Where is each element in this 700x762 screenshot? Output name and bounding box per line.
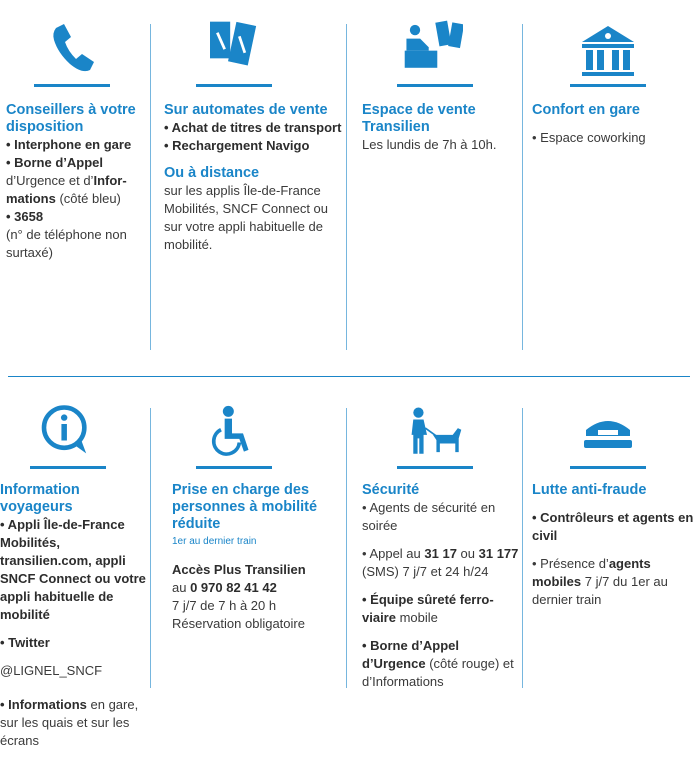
- remote-text: sur les applis Île-de-France Mobilités, SNCF Connect ou sur votre appli habituelle de mobilité.: [164, 183, 329, 252]
- securite-title: Sécurité: [362, 482, 420, 498]
- item-bold: • Appli Île-de-France Mobilités, transilien.com, appli SNCF Connect ou votre appli habituelle de mobilité: [0, 517, 146, 622]
- mobilite-cell: [172, 482, 344, 633]
- item-text: d’Urgence et d’: [6, 173, 94, 188]
- column-divider: [522, 24, 523, 350]
- column-divider: [346, 408, 347, 688]
- item-bold: Infor-mations: [6, 173, 127, 206]
- item-text: Réservation obligatoire: [172, 616, 305, 631]
- item-bold: • Twitter: [0, 635, 50, 650]
- item-bullet: •: [6, 137, 15, 152]
- building-icon: [578, 22, 638, 77]
- wheelchair-icon: [202, 404, 262, 459]
- phone-number: 31 17: [424, 546, 457, 561]
- item-text: (côté rouge) et d’Informations: [362, 656, 514, 689]
- espace-vente-cell: [362, 102, 520, 154]
- item-bold: Accès Plus Transilien: [172, 562, 306, 577]
- confort-title: Confort en gare: [532, 102, 640, 118]
- item-text: en gare, sur les quais et sur les écrans: [0, 697, 139, 748]
- item-bold: • Borne d’Appel d’Urgence: [362, 638, 459, 671]
- icon-underline: [570, 84, 646, 87]
- row-divider: [8, 376, 690, 377]
- item-bold: • Contrôleurs et agents en civil: [532, 510, 694, 543]
- icon-underline: [196, 84, 272, 87]
- icon-underline: [397, 84, 473, 87]
- item-bold: 3658: [14, 209, 44, 224]
- phone-number: 31 177: [478, 546, 519, 561]
- info-bubble-icon: [36, 402, 96, 457]
- conseillers-cell: [6, 102, 148, 262]
- phone-icon: [42, 22, 102, 77]
- twitter-handle: @LIGNEL_SNCF: [0, 663, 103, 678]
- item-text: • Appel au: [362, 546, 425, 561]
- icon-underline: [34, 84, 110, 87]
- item-bold: Interphone en gare: [14, 137, 132, 152]
- column-divider: [522, 408, 523, 688]
- icon-underline: [570, 466, 646, 469]
- information-title: Information voyageurs: [0, 482, 80, 515]
- icon-underline: [397, 466, 473, 469]
- item-bold: Borne d’Appel: [14, 155, 104, 170]
- securite-cell: [362, 482, 520, 691]
- column-divider: [150, 408, 151, 688]
- item-bold: • Rechargement Navigo: [164, 138, 310, 153]
- conseillers-title: Conseillers à votre disposition: [6, 102, 136, 135]
- security-agent-dog-icon: [403, 404, 463, 459]
- ticket-counter-icon: [403, 18, 463, 73]
- item-bullet: •: [6, 209, 15, 224]
- confort-cell: [532, 102, 698, 147]
- automates-title: Sur automates de vente: [164, 102, 328, 118]
- mobilite-title: Prise en charge des personnes à mobilité réduite: [172, 482, 318, 532]
- tickets-icon: [202, 18, 262, 73]
- item-bold: agents mobiles: [532, 556, 651, 589]
- icon-underline: [30, 466, 106, 469]
- item-text: mobile: [395, 610, 438, 625]
- item-text: (n° de téléphone non surtaxé): [6, 227, 127, 260]
- item-text: 7 j/7 de 7 h à 20 h: [172, 598, 277, 613]
- column-divider: [346, 24, 347, 350]
- item-text: 7 j/7 du 1er au dernier train: [532, 574, 668, 607]
- information-cell: [0, 482, 148, 750]
- item-text: • Présence d’: [532, 556, 609, 571]
- item-text: • Agents de sécurité en soirée: [362, 500, 496, 533]
- item-text: au: [172, 580, 191, 595]
- column-divider: [150, 24, 151, 350]
- item-bold: • Équipe sûreté ferro-viaire: [362, 592, 494, 625]
- anti-fraud-icon: [578, 408, 638, 463]
- antifraude-title: Lutte anti-fraude: [532, 482, 647, 498]
- item-text: ou: [456, 546, 479, 561]
- item-text: (côté bleu): [55, 191, 121, 206]
- automates-cell: [164, 102, 344, 254]
- remote-subtitle: Ou à distance: [164, 165, 260, 181]
- icon-underline: [196, 466, 272, 469]
- item-bullet: •: [6, 155, 15, 170]
- item-bold: • Achat de titres de transport: [164, 120, 342, 135]
- mobilite-subnote: 1er au dernier train: [172, 536, 257, 547]
- espace-vente-text: Les lundis de 7h à 10h.: [362, 137, 497, 152]
- item-text: (SMS) 7 j/7 et 24 h/24: [362, 564, 489, 579]
- item-bold: • Informations: [0, 697, 87, 712]
- phone-number: 0 970 82 41 42: [190, 580, 277, 595]
- espace-vente-title: Espace de vente Transilien: [362, 102, 476, 135]
- confort-text: • Espace coworking: [532, 130, 646, 145]
- antifraude-cell: [532, 482, 698, 609]
